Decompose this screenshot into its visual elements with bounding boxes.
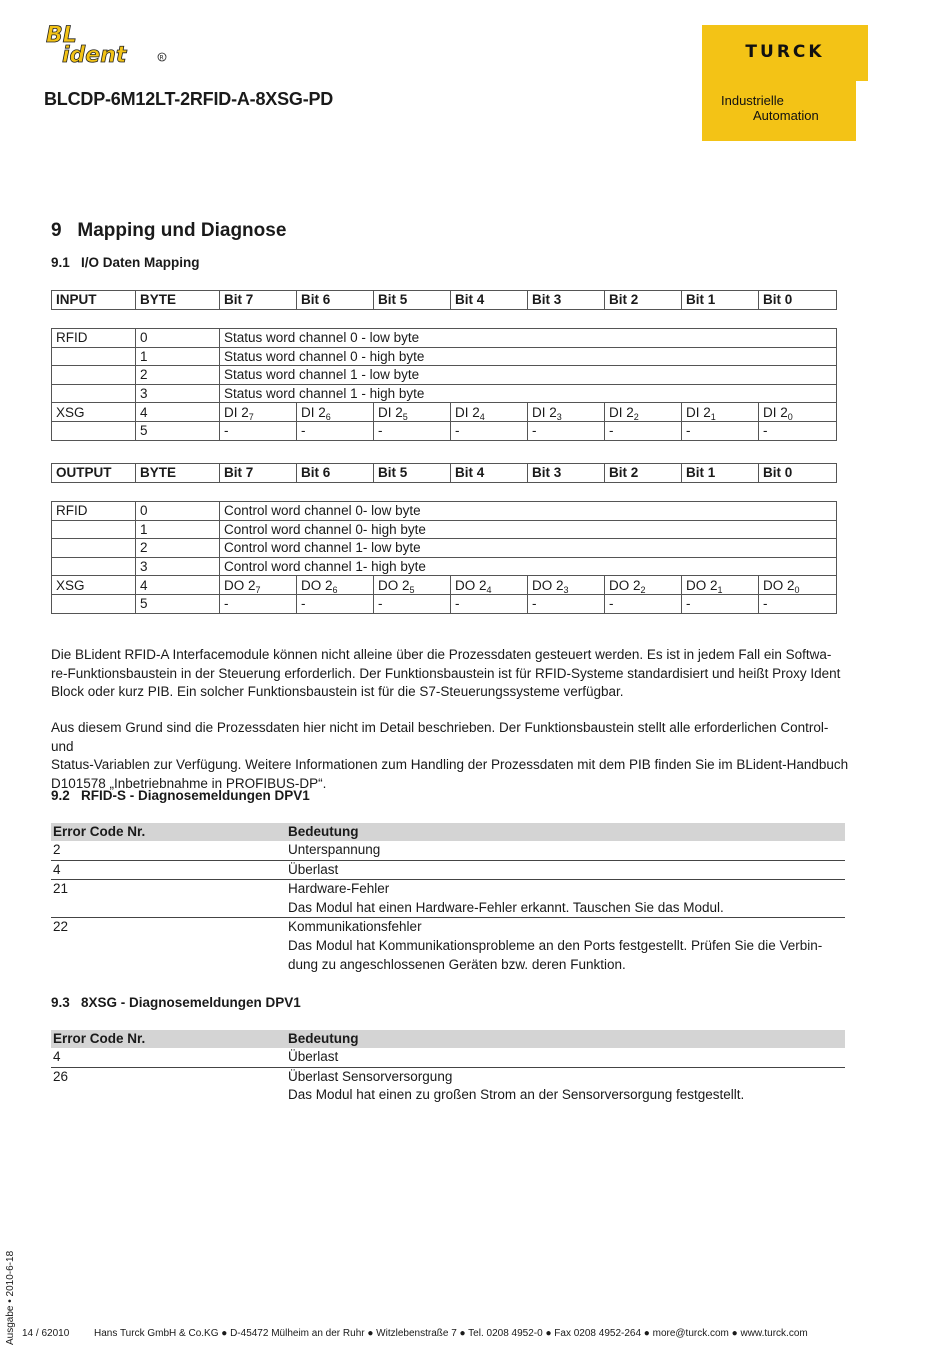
- error-meaning: Hardware-Fehler Das Modul hat einen Hardware-Fehler erkannt. Tauschen Sie das Modul.: [286, 880, 845, 918]
- group-cell: [52, 539, 136, 558]
- header-cell: Bit 2: [605, 464, 682, 483]
- subsection-xsg-diagnostics: 9.3 8XSG - Diagnosemeldungen DPV1: [51, 995, 301, 1010]
- table-row: [52, 502, 837, 521]
- error-meaning: Kommunikationsfehler Das Modul hat Kommunikationsprobleme an den Ports festgestellt. Prüfen Sie die Verbin- dung zu angeschlossenen Geräten bzw. deren Funktion.: [288, 919, 823, 972]
- bit-cell: DO $2_6$: [297, 576, 374, 595]
- header-cell: Bit 5: [374, 464, 451, 483]
- header-cell: Error Code Nr.: [51, 1030, 286, 1048]
- edition-date: Ausgabe • 2010-6-18: [5, 1250, 16, 1345]
- bit-cell: -: [682, 594, 759, 613]
- table-row: [52, 520, 837, 539]
- group-cell: RFID: [52, 502, 136, 521]
- group-cell: [52, 421, 136, 440]
- bit-cell: DO $2_1$: [682, 576, 759, 595]
- table-row: [51, 880, 845, 918]
- input-header-table: [51, 290, 837, 310]
- bit-cell: DO $2_5$: [374, 576, 451, 595]
- bit-cell: -: [682, 421, 759, 440]
- byte-cell: 4: [136, 403, 220, 422]
- table-row: [51, 1067, 845, 1105]
- table-row: [51, 918, 845, 974]
- turck-brand-text: TURCK: [745, 42, 825, 62]
- paragraph-process-data: [51, 719, 851, 793]
- word-cell: Status word channel 1 - high byte: [220, 384, 837, 403]
- logo-bl-text: BL: [46, 23, 77, 48]
- error-table-header: [51, 1030, 845, 1048]
- header-cell: Bit 1: [682, 464, 759, 483]
- header-cell: BYTE: [136, 464, 220, 483]
- bit-cell: -: [220, 421, 297, 440]
- header-cell: BYTE: [136, 291, 220, 310]
- bit-cell: DI $2_1$: [682, 403, 759, 422]
- word-cell: Status word channel 0 - high byte: [220, 347, 837, 366]
- byte-cell: 0: [136, 329, 220, 348]
- xsg-error-table: [51, 1030, 845, 1105]
- group-cell: [52, 594, 136, 613]
- bit-cell: -: [297, 594, 374, 613]
- error-meaning: Überlast: [286, 1048, 845, 1067]
- table-row: [52, 329, 837, 348]
- group-cell: [52, 366, 136, 385]
- header-cell: Bit 5: [374, 291, 451, 310]
- turck-sub-automation: Automation: [753, 108, 819, 123]
- header-cell: Bit 2: [605, 291, 682, 310]
- error-code: 21: [51, 880, 286, 918]
- bit-cell: DI $2_3$: [528, 403, 605, 422]
- bit-cell: DI $2_6$: [297, 403, 374, 422]
- byte-cell: 5: [136, 421, 220, 440]
- input-mapping-table: [51, 328, 837, 441]
- word-cell: Control word channel 0- low byte: [220, 502, 837, 521]
- header-cell: Bit 1: [682, 291, 759, 310]
- group-cell: [52, 520, 136, 539]
- bit-cell: DO $2_7$: [220, 576, 297, 595]
- header-cell: Bit 4: [451, 291, 528, 310]
- paragraph-line: Die BLident RFID-A Interfacemodule können nicht alleine über die Prozessdaten gesteuert werden. Es ist in jedem Fall ein Softwa-: [51, 647, 832, 662]
- table-row: [52, 403, 837, 422]
- bit-cell: DI $2_2$: [605, 403, 682, 422]
- header-cell: Bit 6: [297, 464, 374, 483]
- error-table-header: [51, 823, 845, 841]
- bit-cell: -: [374, 421, 451, 440]
- table-row: [52, 557, 837, 576]
- header-cell: Error Code Nr.: [51, 823, 286, 841]
- bit-cell: -: [759, 421, 837, 440]
- header-cell: OUTPUT: [52, 464, 136, 483]
- bit-cell: -: [759, 594, 837, 613]
- header-cell: Bit 3: [528, 464, 605, 483]
- byte-cell: 2: [136, 539, 220, 558]
- bit-cell: -: [528, 421, 605, 440]
- bit-cell: DO $2_4$: [451, 576, 528, 595]
- bit-cell: DI $2_4$: [451, 403, 528, 422]
- byte-cell: 1: [136, 347, 220, 366]
- byte-cell: 3: [136, 557, 220, 576]
- header-cell: Bit 0: [759, 291, 837, 310]
- paragraph-line: re-Funktionsbaustein in der Steuerung erforderlich. Der Funktionsbaustein ist für RFID-Systeme standardisiert und heißt Proxy Ident: [51, 665, 841, 681]
- table-row: [52, 594, 837, 613]
- output-header-table: [51, 463, 837, 483]
- header-cell: Bedeutung: [286, 823, 845, 841]
- bit-cell: -: [220, 594, 297, 613]
- bit-cell: -: [451, 421, 528, 440]
- table-row: [52, 539, 837, 558]
- page-number: 14 / 62010: [22, 1328, 70, 1339]
- bit-cell: DI $2_5$: [374, 403, 451, 422]
- bit-cell: -: [528, 594, 605, 613]
- group-cell: XSG: [52, 403, 136, 422]
- svg-text:R: R: [159, 54, 164, 62]
- byte-cell: 5: [136, 594, 220, 613]
- paragraph-line: Aus diesem Grund sind die Prozessdaten hier nicht im Detail beschrieben. Der Funktionsbaustein stellt alle erforderlichen Control- und: [51, 720, 829, 754]
- paragraph-line: Block oder kurz PIB. Ein solcher Funktionsbaustein ist für die S7-Steuerungssysteme verfügbar.: [51, 684, 624, 700]
- group-cell: [52, 347, 136, 366]
- paragraph-line: Status-Variablen zur Verfügung. Weitere Informationen zum Handling der Prozessdaten mit dem PIB finden Sie im BLident-Handbuch: [51, 757, 849, 773]
- paragraph-line: D101578 „Inbetriebnahme in PROFIBUS-DP“.: [51, 775, 327, 791]
- bit-cell: -: [297, 421, 374, 440]
- subsection-io-mapping: 9.1 I/O Daten Mapping: [51, 255, 200, 270]
- bit-cell: DO $2_2$: [605, 576, 682, 595]
- header-cell: Bit 0: [759, 464, 837, 483]
- paragraph-pib-intro: [51, 646, 851, 702]
- bit-cell: DI $2_7$: [220, 403, 297, 422]
- group-cell: [52, 384, 136, 403]
- document-title: BLCDP-6M12LT-2RFID-A-8XSG-PD: [44, 89, 334, 109]
- group-cell: XSG: [52, 576, 136, 595]
- header-cell: Bit 7: [220, 291, 297, 310]
- byte-cell: 1: [136, 520, 220, 539]
- output-header-row: [52, 464, 837, 483]
- bit-cell: -: [374, 594, 451, 613]
- error-code: 4: [51, 1048, 286, 1067]
- error-meaning: Überlast Sensorversorgung Das Modul hat einen zu großen Strom an der Sensorversorgung festgestellt.: [288, 1068, 745, 1103]
- bit-cell: DO $2_3$: [528, 576, 605, 595]
- bit-cell: DI $2_0$: [759, 403, 837, 422]
- table-row: [52, 347, 837, 366]
- word-cell: Control word channel 0- high byte: [220, 520, 837, 539]
- bit-cell: -: [605, 421, 682, 440]
- header-cell: Bedeutung: [286, 1030, 845, 1048]
- table-row: [52, 366, 837, 385]
- error-code: 22: [53, 919, 69, 935]
- word-cell: Control word channel 1- high byte: [220, 557, 837, 576]
- table-row: [52, 576, 837, 595]
- logo-ident-text: ident: [62, 43, 127, 66]
- header-cell: INPUT: [52, 291, 136, 310]
- error-meaning: Unterspannung: [286, 841, 845, 860]
- group-cell: [52, 557, 136, 576]
- table-row: [52, 421, 837, 440]
- byte-cell: 3: [136, 384, 220, 403]
- blident-logo: [44, 22, 170, 66]
- bit-cell: -: [451, 594, 528, 613]
- error-code: 26: [53, 1068, 69, 1084]
- header-cell: Bit 6: [297, 291, 374, 310]
- header-cell: Bit 3: [528, 291, 605, 310]
- rfid-error-table: [51, 823, 845, 974]
- bit-cell: DO $2_0$: [759, 576, 837, 595]
- group-cell: RFID: [52, 329, 136, 348]
- error-code: 4: [51, 860, 286, 880]
- word-cell: Status word channel 1 - low byte: [220, 366, 837, 385]
- byte-cell: 4: [136, 576, 220, 595]
- bit-cell: -: [605, 594, 682, 613]
- error-code: 2: [51, 841, 286, 860]
- output-mapping-table: [51, 501, 837, 614]
- table-row: [51, 841, 845, 860]
- header-cell: Bit 4: [451, 464, 528, 483]
- table-row: [51, 1048, 845, 1067]
- error-meaning: Überlast: [286, 860, 845, 880]
- byte-cell: 0: [136, 502, 220, 521]
- header-cell: Bit 7: [220, 464, 297, 483]
- word-cell: Control word channel 1- low byte: [220, 539, 837, 558]
- table-row: [51, 860, 845, 880]
- word-cell: Status word channel 0 - low byte: [220, 329, 837, 348]
- section-title: 9 Mapping und Diagnose: [51, 220, 287, 241]
- table-row: [52, 384, 837, 403]
- subsection-rfid-diagnostics: 9.2 RFID-S - Diagnosemeldungen DPV1: [51, 788, 310, 803]
- byte-cell: 2: [136, 366, 220, 385]
- company-address: Hans Turck GmbH & Co.KG ● D-45472 Mülheim an der Ruhr ● Witzlebenstraße 7 ● Tel. 0208 4952-0 ● Fax 0208 4952-264 ● more@turck.com ● www.turck.com: [94, 1328, 808, 1339]
- turck-sub-industrielle: Industrielle: [721, 93, 784, 108]
- input-header-row: [52, 291, 837, 310]
